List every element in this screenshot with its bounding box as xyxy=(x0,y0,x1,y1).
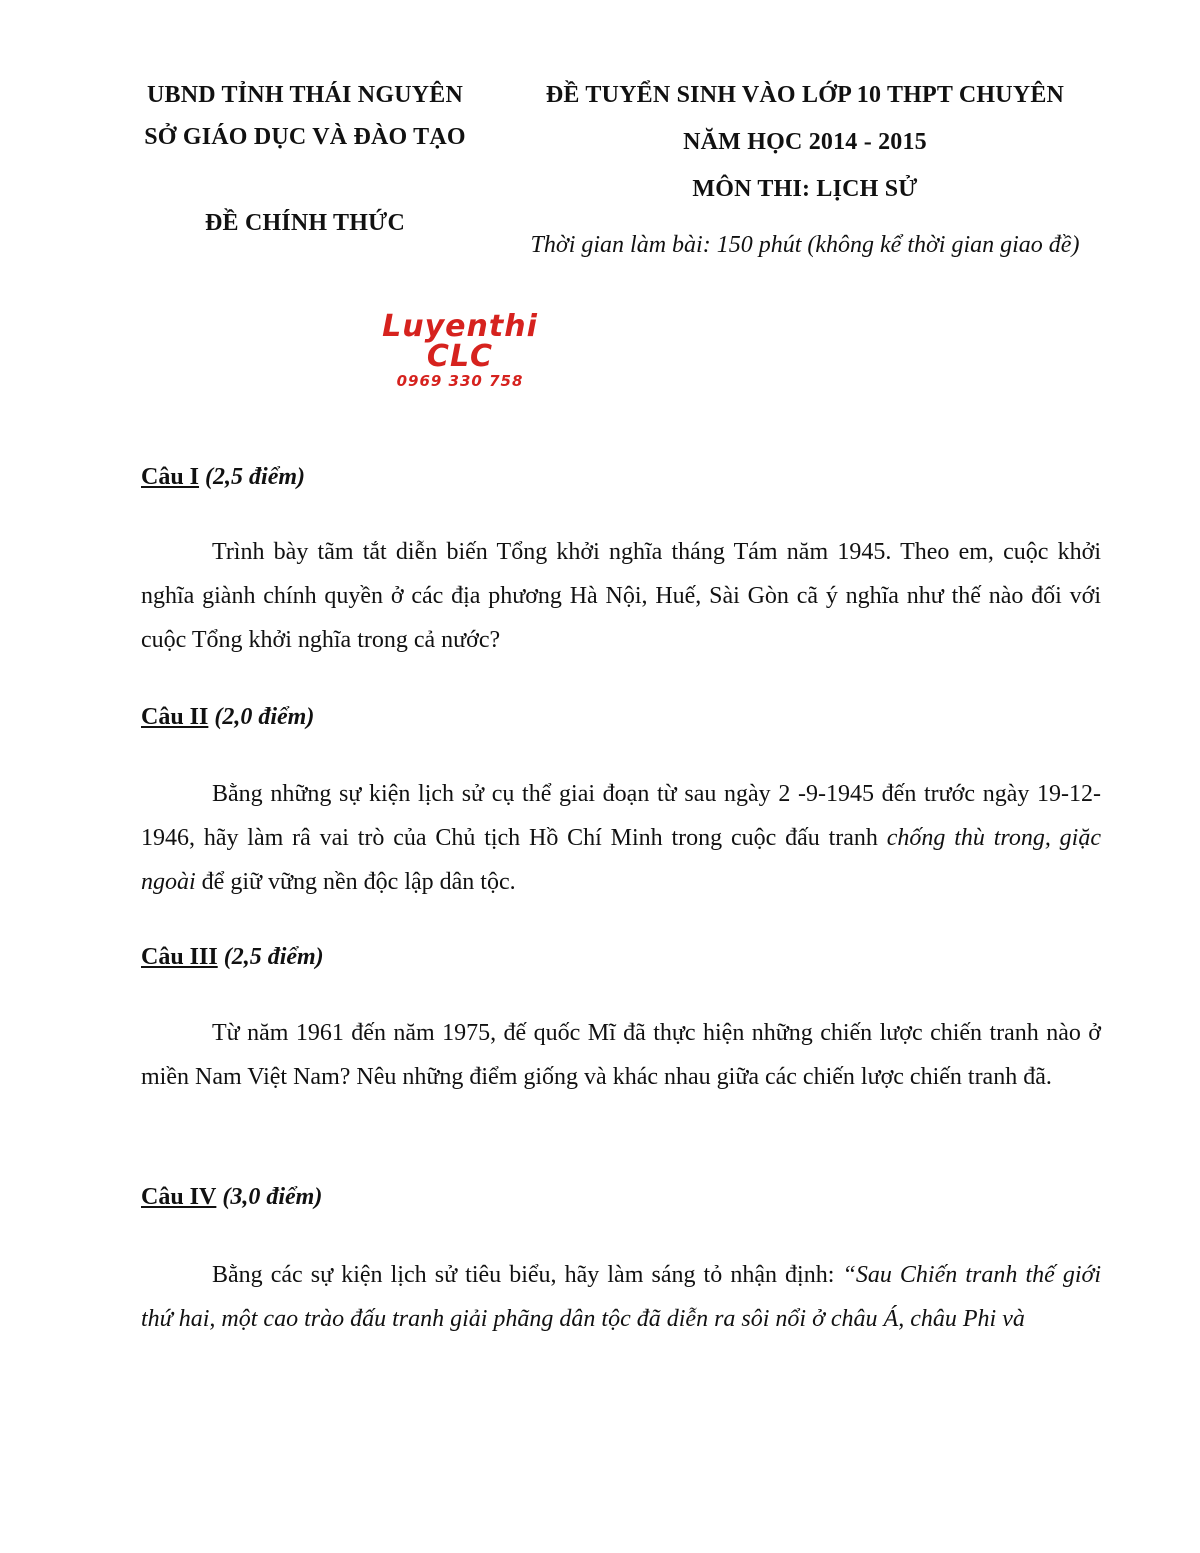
question-2-text: Bằng những sự kiện lịch sử cụ thể giai đoạn từ sau ngày 2 -9-1945 đến trước ngày 19-12-1946, hãy làm râ vai trò của Chủ tịch Hồ Chí Minh trong cuộc đấu tranh xyxy=(141,781,1101,851)
question-4-points: (3,0 điểm) xyxy=(222,1184,323,1210)
authority-name: UBND TỈNH THÁI NGUYÊN xyxy=(146,82,464,108)
watermark-logo xyxy=(345,309,575,390)
question-2-body xyxy=(141,772,1101,904)
school-year: NĂM HỌC 2014 - 2015 xyxy=(683,129,927,155)
question-2-title xyxy=(141,704,314,731)
time-note: Thời gian làm bài: 150 phút (không kể thời gian giao đề) xyxy=(530,232,1080,258)
question-2-label: Câu II xyxy=(141,704,209,730)
question-4-quote: “Sau Chiến tranh thế giới thứ hai, một cao trào đấu tranh giải phãng dân tộc đã diễn ra sôi nổi ở châu Á, châu Phi và xyxy=(141,1262,1101,1332)
question-1-label: Câu I xyxy=(141,464,200,490)
question-4-body xyxy=(141,1253,1101,1341)
question-4-label: Câu IV xyxy=(141,1184,217,1210)
watermark-name: Luyenthi CLC xyxy=(382,309,538,374)
question-3-points: (2,5 điểm) xyxy=(223,944,324,970)
question-4-text: Bằng các sự kiện lịch sử tiêu biểu, hãy làm sáng tỏ nhận định: xyxy=(212,1262,843,1288)
question-4-title xyxy=(141,1184,322,1211)
question-3-title xyxy=(141,944,324,971)
subject: MÔN THI: LỊCH SỬ xyxy=(692,176,918,202)
question-1-points: (2,5 điểm) xyxy=(205,464,306,490)
exam-title: ĐỀ TUYỂN SINH VÀO LỚP 10 THPT CHUYÊN xyxy=(545,82,1065,108)
question-1-body: Trình bày tãm tắt diễn biến Tổng khởi nghĩa tháng Tám năm 1945. Theo em, cuộc khởi nghĩa giành chính quyền ở các địa phương Hà Nội, Huế, Sài Gòn cã ý nghĩa như thế nào đối với cuộc Tổng khởi nghĩa trong cả nước? xyxy=(141,539,1101,653)
question-2-points: (2,0 điểm) xyxy=(214,704,315,730)
official-label: ĐỀ CHÍNH THỨC xyxy=(205,210,405,236)
question-2-text-end: để giữ vững nền độc lập dân tộc. xyxy=(195,869,516,895)
department-name: SỞ GIÁO DỤC VÀ ĐÀO TẠO xyxy=(144,124,466,150)
question-3-body: Từ năm 1961 đến năm 1975, đế quốc Mĩ đã thực hiện những chiến lược chiến tranh nào ở miền Nam Việt Nam? Nêu những điểm giống và khác nhau giữa các chiến lược chiến tranh đã. xyxy=(141,1020,1101,1090)
question-3-label: Câu III xyxy=(141,944,218,970)
question-2-emphasis: chống thù trong, giặc ngoài xyxy=(141,825,1101,895)
watermark-phone: 0969 330 758 xyxy=(396,372,524,390)
question-1-title xyxy=(141,464,305,491)
